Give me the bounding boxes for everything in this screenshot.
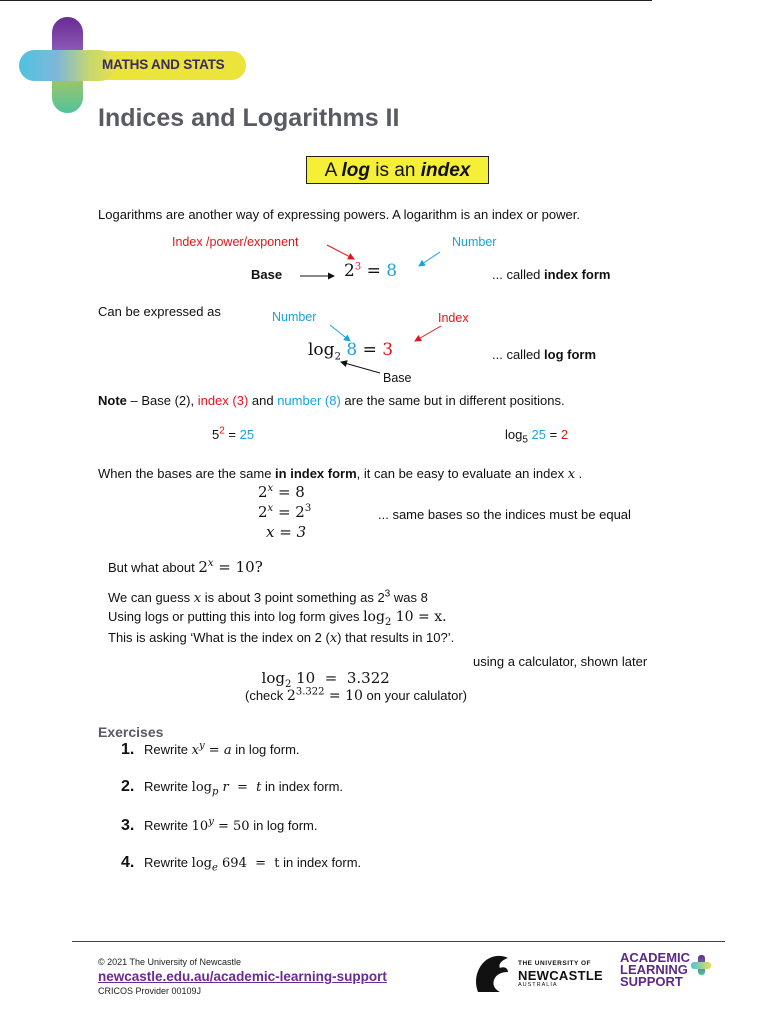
intro-text: Logarithms are another way of expressing powers. A logarithm is an index or power. — [98, 207, 580, 222]
exercise-2: 2. Rewrite $\log_p r = t$ in index form. — [121, 778, 344, 798]
university-country: AUSTRALIA — [518, 982, 558, 988]
bases-line-1: $2^x = 8$ — [258, 483, 305, 501]
footer-link[interactable]: newcastle.edu.au/academic-learning-support — [98, 969, 387, 984]
label-number: Number — [452, 235, 497, 249]
university-name: NEWCASTLE — [518, 968, 604, 983]
calc-check: (check $2^{3.322} = 10$ on your calulator) — [245, 686, 467, 704]
bases-line-2: $2^x = 2^3$ — [258, 503, 312, 521]
label-base: Base — [251, 267, 283, 282]
bases-note: ... same bases so the indices must be equal — [378, 507, 631, 522]
guess-line-3: This is asking ‘What is the index on 2 (x) that results in 10?’. — [108, 630, 455, 646]
arrow-number — [419, 252, 440, 266]
same-bases-text: When the bases are the same in index form, it can be easy to evaluate an index x . — [98, 466, 583, 482]
calc-equation: $\log_2 10 = 3.322$ — [261, 669, 390, 690]
label-index-power-exponent: Index /power/exponent — [172, 235, 299, 249]
log-label-base: Base — [383, 371, 412, 385]
log-label-index: Index — [438, 311, 469, 325]
exercises-heading: Exercises — [98, 724, 164, 740]
log-label-number: Number — [272, 310, 317, 324]
exercise-4: 4. Rewrite $\log_e 694 = t$ in index form. — [121, 854, 362, 874]
example-log-form: $\log_5 25 = 2$ — [505, 427, 569, 446]
called-log-form: ... called log form — [492, 347, 597, 362]
university-name-top: THE UNIVERSITY OF — [518, 960, 592, 967]
guess-line-1: We can guess x is about 3 point something as $2^3$ was 8 — [108, 588, 428, 606]
note-text: Note – Base (2), index (3) and number (8) are the same but in different positions. — [98, 393, 565, 408]
exercise-1: 1. Rewrite $x^y = a$ in log form. — [121, 740, 300, 758]
bases-line-3: x = 3 — [266, 523, 307, 541]
university-crest-icon — [470, 952, 512, 994]
page-title: Indices and Logarithms II — [98, 104, 400, 132]
guess-line-2: Using logs or putting this into log form gives $\log_2 10 = x$. — [108, 609, 447, 628]
what-about-text: But what about $2^x = 10$? — [108, 558, 263, 576]
footer-copyright: © 2021 The University of Newcastle — [98, 957, 242, 967]
als-logo-text: ACADEMIC LEARNING SUPPORT — [620, 950, 691, 989]
arrow-index — [327, 245, 354, 259]
footer-rule — [72, 941, 725, 942]
called-index-form: ... called index form — [492, 267, 611, 282]
headline-box: A log is an index — [306, 156, 489, 184]
calc-note: using a calculator, shown later — [473, 654, 648, 669]
arrow-log-index — [415, 326, 441, 341]
footer-cricos: CRICOS Provider 00109J — [98, 986, 202, 996]
example-index-form: $5^2 = 25$ — [212, 425, 255, 442]
expressed-as-text: Can be expressed as — [98, 304, 221, 319]
exercise-3: 3. Rewrite $10^y = 50$ in log form. — [121, 816, 318, 834]
arrow-log-base — [341, 362, 380, 373]
arrow-log-number — [330, 325, 350, 341]
category-tag-label: MATHS AND STATS — [102, 57, 225, 72]
log-form-equation: $\log_2 8 = 3$ — [308, 340, 394, 363]
index-form-equation: $2^3 = 8$ — [344, 261, 398, 281]
als-cross-icon-horizontal — [691, 962, 711, 969]
